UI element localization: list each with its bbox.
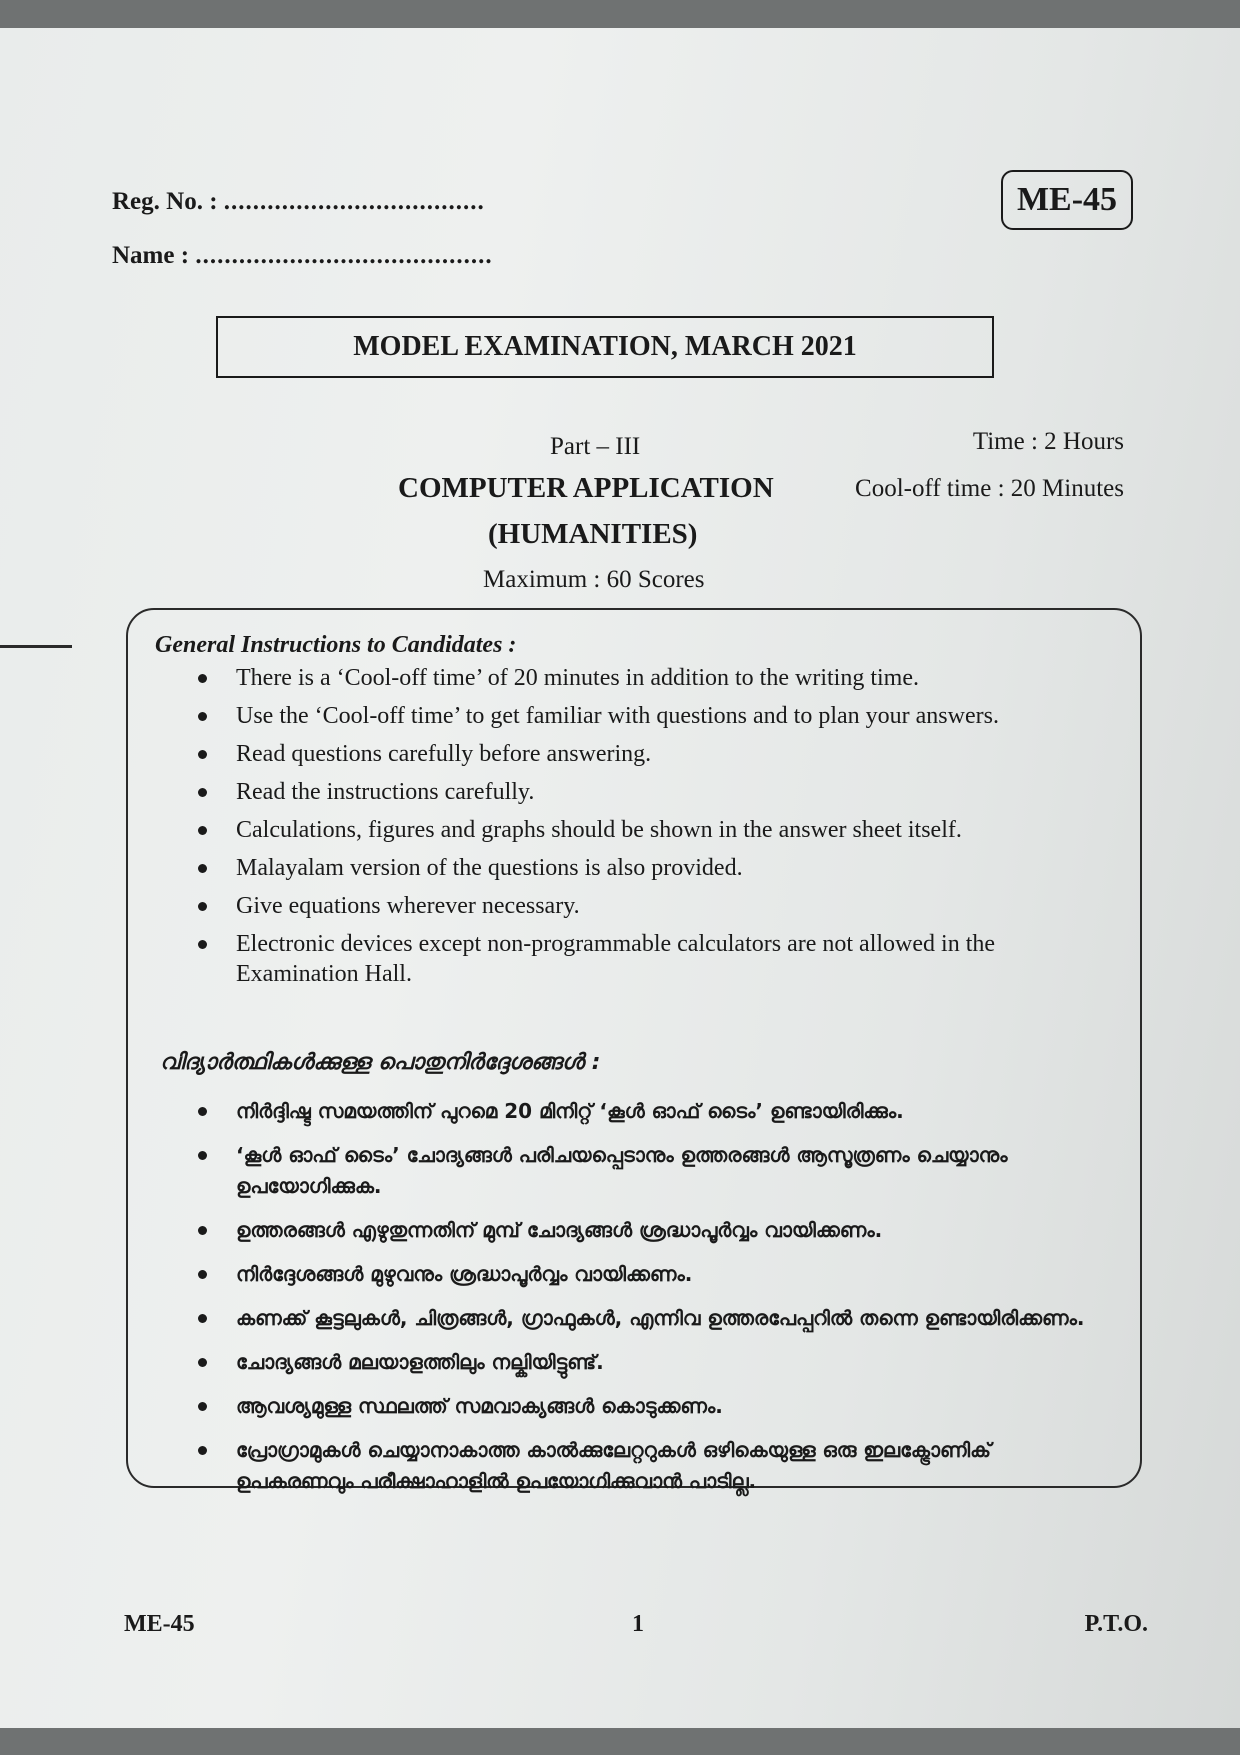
reg-no-blank: ....................................: [223, 188, 485, 215]
name-label: Name :: [112, 242, 190, 269]
name-blank: .........................................: [195, 242, 493, 269]
list-item: Calculations, figures and graphs should be shown in the answer sheet itself.: [196, 815, 1086, 845]
list-item: നിർദ്ദിഷ്ട സമയത്തിന് പുറമെ 20 മിനിറ്റ് ‘കൂൾ ഓഫ് ടൈം’ ഉണ്ടായിരിക്കും.: [196, 1096, 1102, 1127]
list-item: Read questions carefully before answering.: [196, 739, 1086, 769]
list-item: There is a ‘Cool-off time’ of 20 minutes in addition to the writing time.: [196, 663, 1086, 693]
part-label: Part – III: [550, 433, 641, 460]
reg-no-line: [112, 188, 485, 216]
list-item: Electronic devices except non-programmable calculators are not allowed in the Examination Hall.: [196, 929, 1086, 989]
list-item: നിർദ്ദേശങ്ങൾ മുഴുവനും ശ്രദ്ധാപൂർവ്വം വായിക്കണം.: [196, 1259, 1102, 1290]
reg-no-label: Reg. No. :: [112, 188, 218, 215]
list-item: Read the instructions carefully.: [196, 777, 1086, 807]
footer-paper-code: ME-45: [124, 1611, 195, 1637]
pto-label: P.T.O.: [1084, 1611, 1148, 1637]
name-line: [112, 242, 493, 270]
list-item: ആവശ്യമുള്ള സ്ഥലത്ത് സമവാക്യങ്ങൾ കൊടുക്കണം.: [196, 1391, 1102, 1422]
exam-paper-page: [0, 28, 1240, 1728]
page-number: 1: [632, 1611, 644, 1637]
list-item: Malayalam version of the questions is also provided.: [196, 853, 1086, 883]
list-item: ചോദ്യങ്ങൾ മലയാളത്തിലും നല്കിയിട്ടുണ്ട്.: [196, 1347, 1102, 1378]
time-label: Time : 2 Hours: [972, 428, 1124, 455]
malayalam-instructions-heading: വിദ്യാർത്ഥികൾക്കുള്ള പൊതുനിർദ്ദേശങ്ങൾ :: [160, 1050, 601, 1075]
paper-code-badge: ME-45: [1001, 170, 1133, 230]
list-item: Give equations wherever necessary.: [196, 891, 1086, 921]
list-item: ഉത്തരങ്ങൾ എഴുതുന്നതിന് മുമ്പ് ചോദ്യങ്ങൾ ശ്രദ്ധാപൂർവ്വം വായിക്കണം.: [196, 1215, 1102, 1246]
english-instructions-heading: General Instructions to Candidates :: [155, 632, 517, 658]
subject-title: COMPUTER APPLICATION: [398, 472, 774, 504]
list-item: Use the ‘Cool-off time’ to get familiar with questions and to plan your answers.: [196, 701, 1086, 731]
stream-title: (HUMANITIES): [488, 518, 698, 550]
list-item: പ്രോഗ്രാമുകൾ ചെയ്യാനാകാത്ത കാൽക്കുലേറ്ററുകൾ ഒഴികെയുള്ള ഒരു ഇലക്ട്രോണിക് ഉപകരണവും പരീക്ഷാഹാളിൽ ഉപയോഗിക്കുവാൻ പാടില്ല.: [196, 1435, 1102, 1497]
list-item: ‘കൂൾ ഓഫ് ടൈം’ ചോദ്യങ്ങൾ പരിചയപ്പെടാനും ഉത്തരങ്ങൾ ആസൂത്രണം ചെയ്യാനും ഉപയോഗിക്കുക.: [196, 1140, 1102, 1202]
exam-title: MODEL EXAMINATION, MARCH 2021: [216, 316, 994, 378]
malayalam-instructions-list: [196, 1096, 1102, 1510]
margin-mark: [0, 645, 72, 648]
list-item: കണക്ക് കൂട്ടലുകൾ, ചിത്രങ്ങൾ, ഗ്രാഫുകൾ, എന്നിവ ഉത്തരപേപ്പറിൽ തന്നെ ഉണ്ടായിരിക്കണം.: [196, 1303, 1102, 1334]
english-instructions-list: [196, 663, 1086, 997]
max-scores-label: Maximum : 60 Scores: [483, 566, 705, 593]
cool-off-label: Cool-off time : 20 Minutes: [855, 475, 1124, 502]
